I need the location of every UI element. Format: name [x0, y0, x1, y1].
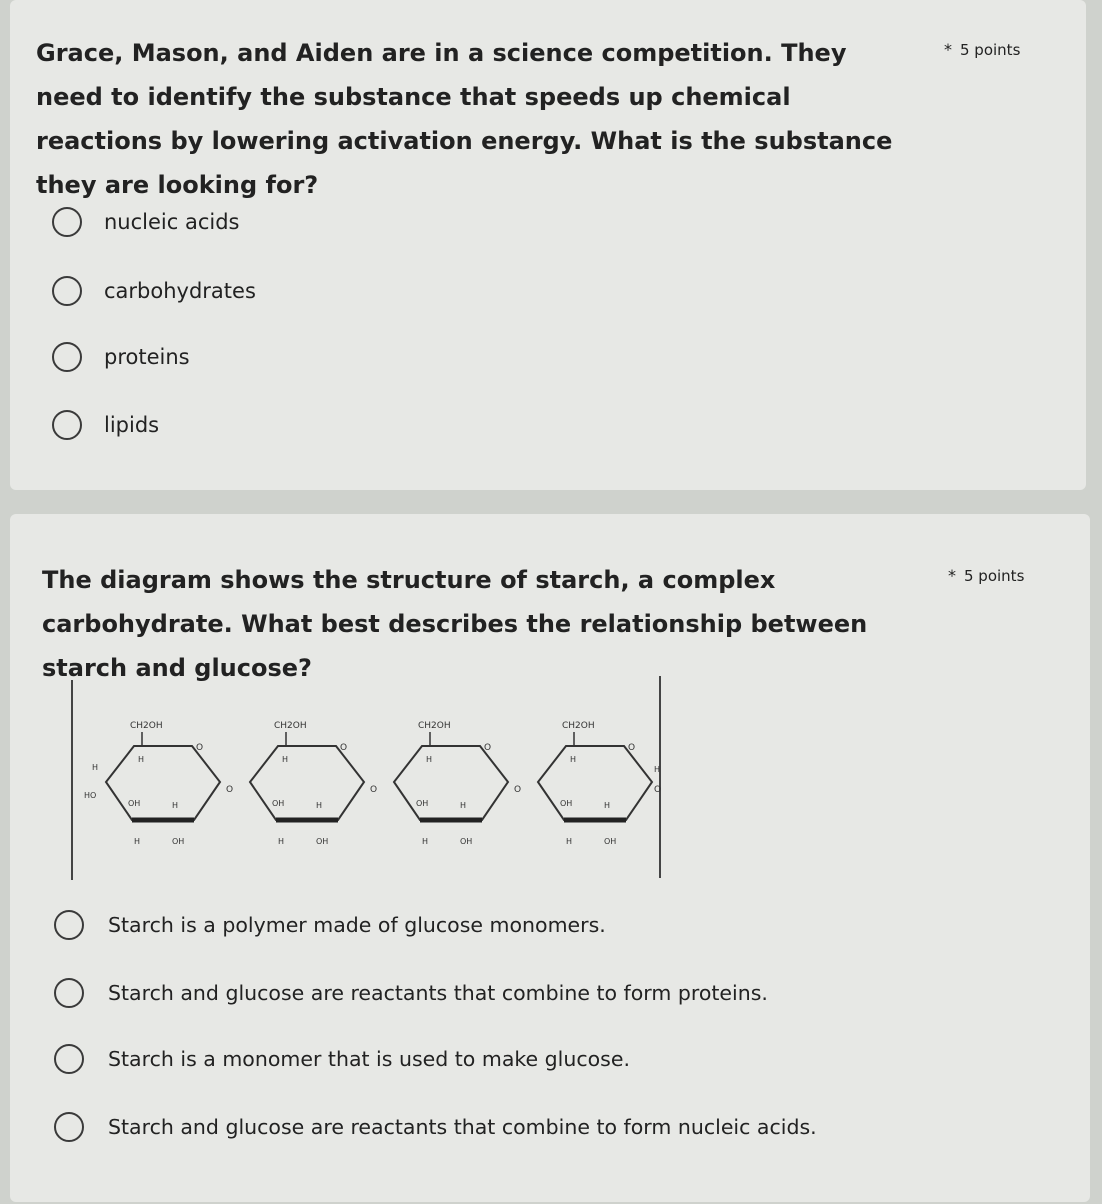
- ch2oh-label: CH2OH: [562, 721, 595, 731]
- oh-label: OH: [460, 837, 473, 846]
- h-label: H: [460, 801, 467, 810]
- option-label: proteins: [104, 345, 190, 369]
- glucose-ring-2: [250, 746, 364, 820]
- radio-button[interactable]: [52, 276, 82, 306]
- ring-oxygen-label: O: [340, 743, 348, 753]
- option-monomer-to-glucose[interactable]: [54, 1044, 630, 1074]
- oh-label: OH: [128, 799, 141, 808]
- oh-label: OH: [316, 837, 329, 846]
- option-label: Starch and glucose are reactants that combine to form proteins.: [108, 981, 768, 1005]
- option-label: Starch is a polymer made of glucose monomers.: [108, 913, 606, 937]
- radio-button[interactable]: [52, 342, 82, 372]
- ho-label: HO: [84, 791, 97, 800]
- option-polymer-of-glucose[interactable]: [54, 910, 606, 940]
- option-label: lipids: [104, 413, 160, 437]
- glucose-rings: [84, 721, 661, 846]
- ring-oxygen-label: O: [484, 743, 492, 753]
- glycosidic-oxygen-label: O: [514, 785, 522, 795]
- glucose-ring-3: [394, 746, 508, 820]
- h-label: H: [282, 755, 289, 764]
- question-1-points: [944, 40, 1020, 59]
- radio-button[interactable]: [54, 978, 84, 1008]
- h-label: H: [566, 837, 573, 846]
- oh-label: OH: [172, 837, 185, 846]
- points-label: 5 points: [964, 567, 1025, 585]
- h-label: H: [422, 837, 429, 846]
- h-label: H: [426, 755, 433, 764]
- question-2-points: [948, 566, 1024, 585]
- oh-label: OH: [560, 799, 573, 808]
- glycosidic-oxygen-label: O: [370, 785, 378, 795]
- ch2oh-label: CH2OH: [130, 721, 163, 731]
- ch2oh-label: CH2OH: [274, 721, 307, 731]
- option-label: Starch is a monomer that is used to make glucose.: [108, 1047, 630, 1071]
- option-combine-nucleic-acids[interactable]: [54, 1112, 817, 1142]
- option-lipids[interactable]: [52, 410, 159, 440]
- ch2oh-label: CH2OH: [418, 721, 451, 731]
- h-label: H: [134, 837, 141, 846]
- option-nucleic-acids[interactable]: [52, 207, 240, 237]
- h-label: H: [138, 755, 145, 764]
- radio-button[interactable]: [52, 410, 82, 440]
- h-label: H: [654, 765, 661, 774]
- radio-button[interactable]: [54, 1112, 84, 1142]
- glycosidic-oxygen-label: O: [226, 785, 234, 795]
- h-label: H: [92, 763, 99, 772]
- radio-button[interactable]: [52, 207, 82, 237]
- ring-oxygen-label: O: [628, 743, 636, 753]
- option-proteins[interactable]: [52, 342, 190, 372]
- h-label: H: [316, 801, 323, 810]
- h-label: H: [278, 837, 285, 846]
- option-label: nucleic acids: [104, 210, 240, 234]
- glucose-ring-1: [106, 746, 220, 820]
- required-marker: *: [944, 40, 952, 59]
- oxygen-label: O: [654, 785, 662, 795]
- starch-structure-diagram: [66, 674, 666, 884]
- h-label: H: [604, 801, 611, 810]
- h-label: H: [570, 755, 577, 764]
- option-carbohydrates[interactable]: [52, 276, 256, 306]
- points-label: 5 points: [960, 41, 1021, 59]
- oh-label: OH: [604, 837, 617, 846]
- question-2-text: The diagram shows the structure of starch, a complex carbohydrate. What best describes the relationship between starch and glucose?: [42, 566, 868, 682]
- glucose-ring-4: [538, 746, 652, 820]
- oh-label: OH: [416, 799, 429, 808]
- option-combine-proteins[interactable]: [54, 978, 768, 1008]
- option-label: carbohydrates: [104, 279, 256, 303]
- oh-label: OH: [272, 799, 285, 808]
- required-marker: *: [948, 566, 956, 585]
- radio-button[interactable]: [54, 910, 84, 940]
- question-1-text: Grace, Mason, and Aiden are in a science competition. They need to identify the substance that speeds up chemical reactions by lowering activation energy. What is the substance they are looking for?: [36, 39, 893, 199]
- radio-button[interactable]: [54, 1044, 84, 1074]
- h-label: H: [172, 801, 179, 810]
- option-label: Starch and glucose are reactants that combine to form nucleic acids.: [108, 1115, 817, 1139]
- ring-oxygen-label: O: [196, 743, 204, 753]
